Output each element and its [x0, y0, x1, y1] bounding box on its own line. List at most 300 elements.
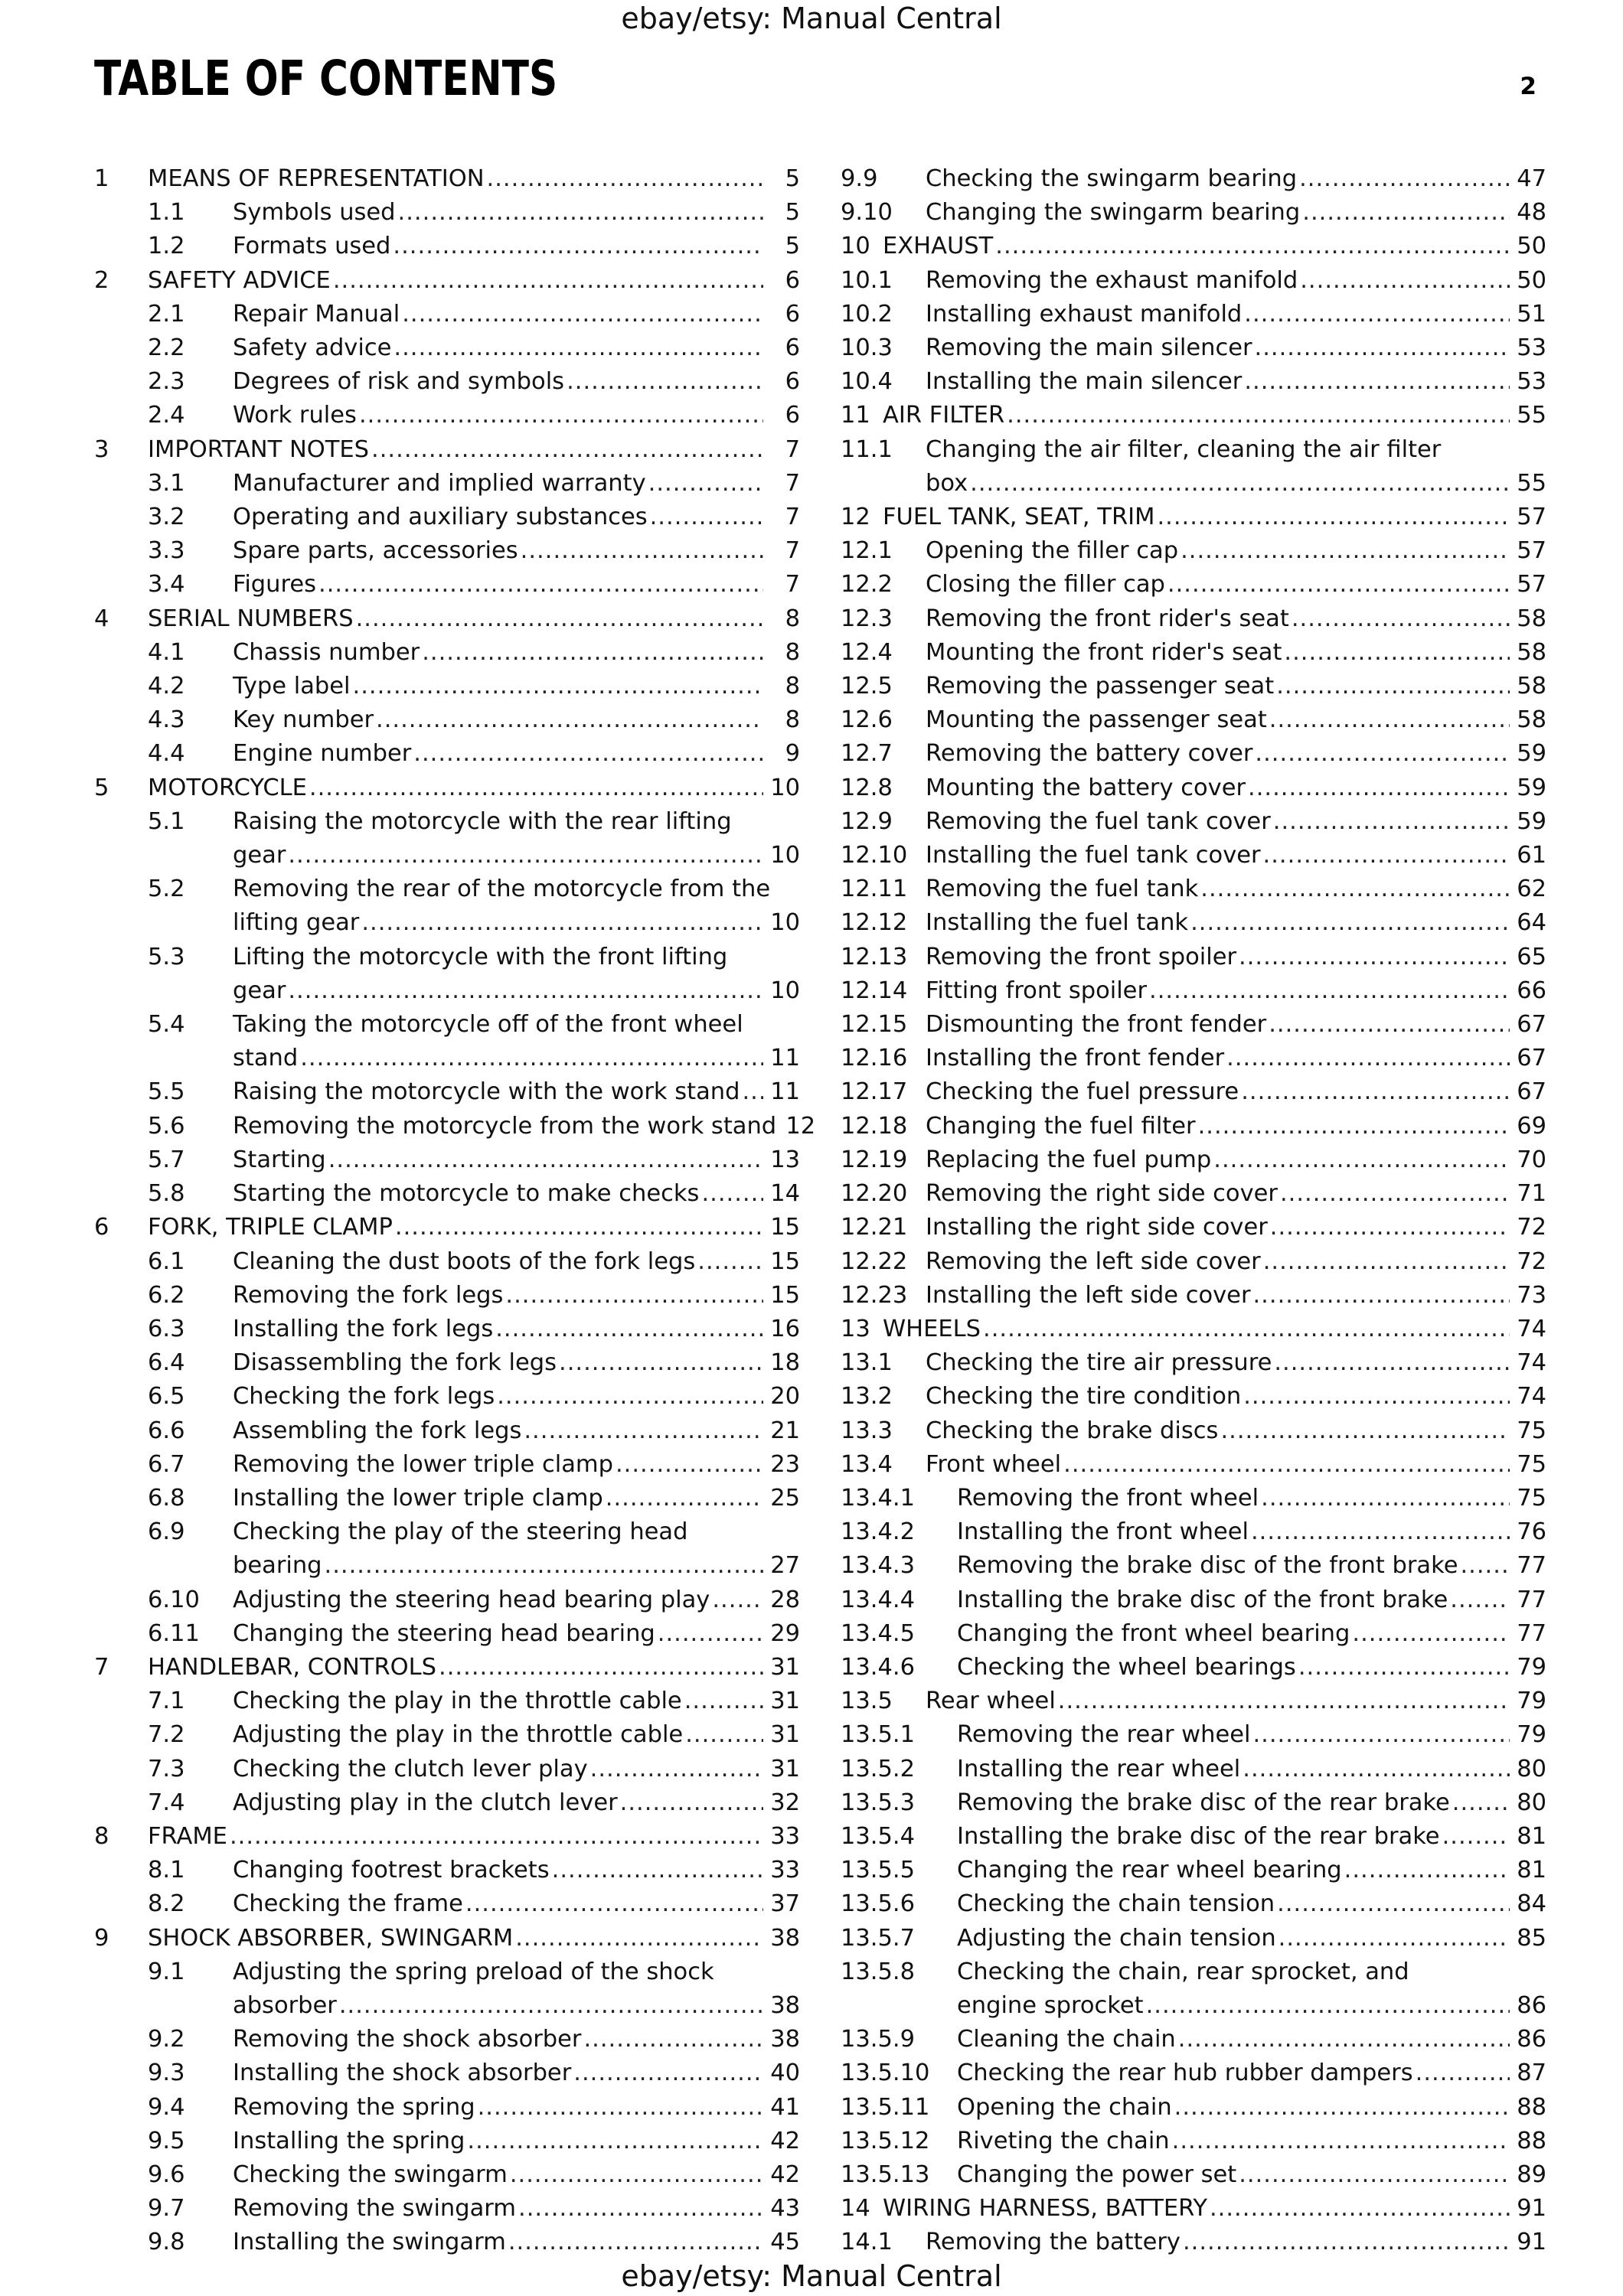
toc-entry-page: 72: [1517, 1214, 1546, 1241]
toc-entry-page: 7: [785, 469, 800, 497]
toc-entry-page: 59: [1517, 740, 1546, 768]
toc-entry: [94, 602, 800, 636]
toc-entry-number: 13.5.11: [841, 2093, 930, 2121]
toc-entry: [94, 1718, 800, 1752]
dot-leader: [487, 162, 763, 196]
toc-entry: [94, 1380, 800, 1414]
toc-entry: [841, 1955, 1546, 2023]
toc-entry-title: Work rules: [233, 402, 357, 429]
dot-leader: [361, 906, 763, 940]
toc-entry: [841, 1854, 1546, 1887]
toc-entry: [94, 805, 800, 872]
dot-leader: [685, 1718, 763, 1752]
toc-entry-page: 59: [1517, 807, 1546, 835]
toc-entry: [94, 501, 800, 534]
toc-entry-number: 9.3: [148, 2060, 185, 2087]
toc-entry-title: Installing the brake disc of the front brake: [957, 1586, 1448, 1613]
toc-entry-title: Removing the shock absorber: [233, 2026, 582, 2053]
toc-entry-title: Installing the swingarm: [233, 2229, 506, 2256]
toc-entry-page: 6: [785, 334, 800, 362]
dot-leader: [1270, 1211, 1510, 1244]
toc-entry-number: 12.3: [841, 605, 893, 632]
toc-entry: [841, 974, 1546, 1008]
toc-entry-page: 77: [1517, 1586, 1546, 1613]
toc-entry-title: Taking the motorcycle off of the front wheel: [233, 1011, 743, 1039]
toc-entry-page: 40: [770, 2060, 800, 2087]
toc-entry: [94, 1515, 800, 1583]
toc-entry: [841, 230, 1546, 263]
toc-entry-title: Checking the swingarm: [233, 2161, 508, 2188]
toc-entry-page: 9: [785, 740, 800, 768]
toc-entry-number: 11.1: [841, 435, 893, 463]
toc-entry-title: Symbols used: [233, 199, 396, 227]
toc-entry-number: 12.20: [841, 1180, 908, 1208]
toc-entry-title: Checking the swingarm bearing: [926, 165, 1298, 192]
dot-leader: [395, 1211, 763, 1244]
toc-entry-page: 84: [1517, 1890, 1546, 1918]
toc-entry: [94, 1008, 800, 1075]
dot-leader: [521, 534, 763, 568]
toc-entry-title: Starting the motorcycle to make checks: [233, 1180, 700, 1208]
toc-entry-number: 5.2: [148, 876, 185, 903]
toc-entry-number: 6.8: [148, 1484, 185, 1512]
toc-entry: [94, 737, 800, 771]
toc-entry-page: 5: [785, 165, 800, 192]
toc-entry-number: 7.4: [148, 1789, 185, 1816]
dot-leader: [1248, 771, 1510, 805]
toc-entry-page: 73: [1517, 1281, 1546, 1309]
dot-leader: [467, 2125, 763, 2158]
toc-entry-number: 2.1: [148, 300, 185, 328]
dot-leader: [712, 1583, 763, 1617]
toc-entry-page: 91: [1517, 2195, 1546, 2223]
dot-leader: [1278, 1922, 1510, 1955]
toc-entry: [94, 1211, 800, 1244]
toc-entry-title: Checking the chain, rear sprocket, and: [957, 1958, 1409, 1985]
toc-entry-number: 6.10: [148, 1586, 200, 1613]
toc-entry-title: Installing the left side cover: [926, 1281, 1251, 1309]
toc-entry-title: Fitting front spoiler: [926, 977, 1147, 1004]
toc-entry-title: Rear wheel: [926, 1688, 1056, 1715]
toc-entry: [94, 162, 800, 196]
toc-entry-number: 3.4: [148, 571, 185, 598]
toc-entry-page: 8: [785, 673, 800, 700]
toc-entry: [841, 1651, 1546, 1684]
toc-entry: [94, 771, 800, 805]
toc-entry-title: Checking the play in the throttle cable: [233, 1688, 682, 1715]
toc-entry-title: Installing the fuel tank: [926, 909, 1189, 937]
toc-entry-number: 12.8: [841, 774, 893, 801]
toc-entry-page: 74: [1517, 1349, 1546, 1377]
dot-leader: [309, 771, 763, 805]
toc-entry-page: 67: [1517, 1078, 1546, 1106]
toc-entry-page: 20: [770, 1383, 800, 1411]
toc-entry: [841, 1922, 1546, 1955]
toc-entry-number: 5.5: [148, 1078, 185, 1106]
toc-entry-number: 9.10: [841, 199, 893, 227]
toc-entry-number: 9.9: [841, 165, 878, 192]
toc-entry-page: 8: [785, 605, 800, 632]
dot-leader: [515, 1922, 763, 1955]
dot-leader: [1251, 1515, 1510, 1549]
toc-entry-number: 13.4.5: [841, 1619, 916, 1647]
toc-entry: [841, 1753, 1546, 1786]
toc-entry-title: Disassembling the fork legs: [233, 1349, 557, 1377]
toc-entry-number: 4.4: [148, 740, 185, 768]
toc-entry-page: 15: [770, 1247, 800, 1275]
toc-entry-title: Checking the clutch lever play: [233, 1755, 588, 1782]
toc-entry-title: Operating and auxiliary substances: [233, 504, 648, 531]
toc-entry-page: 27: [770, 1552, 800, 1580]
toc-entry-title: Installing the fuel tank cover: [926, 842, 1261, 869]
toc-entry-page: 81: [1517, 1857, 1546, 1884]
toc-entry-page: 74: [1517, 1315, 1546, 1342]
toc-entry: [841, 501, 1546, 534]
toc-entry-number: 12.4: [841, 638, 893, 666]
toc-entry: [841, 2023, 1546, 2056]
toc-entry-number: 13.4: [841, 1450, 893, 1478]
toc-entry-title: Removing the rear of the motorcycle from the: [233, 876, 771, 903]
toc-entry-page: 29: [770, 1619, 800, 1647]
toc-entry-page: 58: [1517, 638, 1546, 666]
toc-entry-page: 58: [1517, 605, 1546, 632]
dot-leader: [650, 501, 763, 534]
toc-entry-title: Installing the front fender: [926, 1045, 1225, 1072]
toc-entry-title: Installing the lower triple clamp: [233, 1484, 603, 1512]
toc-entry-number: 9.4: [148, 2093, 185, 2121]
toc-entry: [841, 331, 1546, 365]
toc-entry-title: Opening the filler cap: [926, 537, 1179, 565]
toc-entry-number: 2: [94, 266, 109, 294]
toc-entry: [94, 703, 800, 737]
toc-entry-page: 33: [770, 1822, 800, 1850]
toc-entry-page: 31: [770, 1755, 800, 1782]
toc-entry-title: Adjusting the play in the throttle cable: [233, 1721, 684, 1749]
toc-entry-title: Installing the brake disc of the rear brake: [957, 1822, 1440, 1850]
toc-entry-number: 14: [841, 2195, 870, 2223]
toc-entry-title: Checking the chain tension: [957, 1890, 1275, 1918]
toc-entry-title: IMPORTANT NOTES: [148, 435, 370, 463]
toc-entry-page: 67: [1517, 1011, 1546, 1039]
toc-entry: [841, 1279, 1546, 1313]
dot-leader: [505, 1279, 763, 1313]
toc-entry: [841, 1887, 1546, 1921]
toc-entry-number: 7.3: [148, 1755, 185, 1782]
toc-entry: [841, 1075, 1546, 1109]
toc-entry-page: 70: [1517, 1146, 1546, 1173]
dot-leader: [1244, 365, 1510, 399]
toc-entry: [841, 433, 1546, 501]
toc-entry-title: Removing the motorcycle from the work stand: [233, 1112, 777, 1140]
toc-entry-title: SAFETY ADVICE: [148, 266, 331, 294]
toc-entry-title: stand: [233, 1045, 299, 1072]
dot-leader: [1273, 805, 1510, 839]
toc-entry: [94, 1448, 800, 1482]
toc-entry-page: 8: [785, 706, 800, 734]
toc-entry: [841, 1245, 1546, 1279]
toc-entry-title: AIR FILTER: [883, 402, 1005, 429]
toc-entry: [841, 1786, 1546, 1820]
toc-entry-page: 66: [1517, 977, 1546, 1004]
toc-entry-number: 2.2: [148, 334, 185, 362]
toc-entry: [841, 670, 1546, 703]
toc-entry-number: 12.16: [841, 1045, 908, 1072]
toc-entry: [841, 1042, 1546, 1075]
toc-entry-title: Closing the filler cap: [926, 571, 1165, 598]
toc-entry-page: 11: [770, 1078, 800, 1106]
toc-entry: [94, 872, 800, 940]
toc-entry-number: 7.1: [148, 1688, 185, 1715]
toc-entry: [94, 365, 800, 399]
toc-entry-page: 58: [1517, 673, 1546, 700]
toc-entry-page: 15: [770, 1214, 800, 1241]
toc-entry: [94, 1075, 800, 1109]
toc-entry-title: Safety advice: [233, 334, 392, 362]
toc-entry: [94, 264, 800, 298]
toc-entry-page: 32: [770, 1789, 800, 1816]
toc-entry-number: 5.8: [148, 1180, 185, 1208]
toc-entry-page: 42: [770, 2161, 800, 2188]
toc-entry: [841, 1515, 1546, 1549]
toc-entry: [94, 1786, 800, 1820]
toc-entry-number: 6.11: [148, 1619, 200, 1647]
toc-entry-title: Checking the tire air pressure: [926, 1349, 1272, 1377]
toc-entry-number: 4.3: [148, 706, 185, 734]
toc-entry-page: 80: [1517, 1789, 1546, 1816]
dot-leader: [1252, 1718, 1510, 1752]
toc-entry: [841, 162, 1546, 196]
toc-entry-title: Installing the right side cover: [926, 1214, 1268, 1241]
toc-entry-page: 75: [1517, 1484, 1546, 1512]
dot-leader: [393, 230, 763, 263]
toc-entry-page: 38: [770, 2026, 800, 2053]
toc-entry-page: 67: [1517, 1045, 1546, 1072]
toc-entry-title: FUEL TANK, SEAT, TRIM: [883, 504, 1155, 531]
toc-entry: [841, 1414, 1546, 1448]
toc-entry-title: Removing the front spoiler: [926, 943, 1237, 970]
toc-entry: [94, 1482, 800, 1515]
dot-leader: [1252, 1279, 1510, 1313]
toc-entry: [94, 1887, 800, 1921]
toc-entry-number: 13.3: [841, 1417, 893, 1444]
toc-entry-number: 6.5: [148, 1383, 185, 1411]
toc-entry-number: 4.1: [148, 638, 185, 666]
dot-leader: [1007, 399, 1510, 432]
toc-entry-page: 8: [785, 638, 800, 666]
toc-entry-title: lifting gear: [233, 909, 360, 937]
toc-entry-page: 57: [1517, 537, 1546, 565]
toc-entry-title: Starting: [233, 1146, 326, 1173]
toc-entry-page: 71: [1517, 1180, 1546, 1208]
toc-entry-number: 11: [841, 402, 870, 429]
toc-entry-page: 18: [770, 1349, 800, 1377]
dot-leader: [1263, 1245, 1510, 1279]
toc-entry-title: Removing the front wheel: [957, 1484, 1259, 1512]
dot-leader: [325, 1549, 763, 1583]
toc-entry-title: bearing: [233, 1552, 322, 1580]
toc-entry-number: 9: [94, 1924, 109, 1952]
dot-leader: [413, 737, 763, 771]
toc-entry-page: 48: [1517, 199, 1546, 227]
dot-leader: [1241, 1075, 1510, 1109]
dot-leader: [658, 1617, 763, 1651]
toc-entry-number: 12.5: [841, 673, 893, 700]
dot-leader: [1243, 1753, 1510, 1786]
dot-leader: [288, 839, 763, 872]
toc-entry-number: 12.14: [841, 977, 908, 1004]
toc-entry-title: Installing exhaust manifold: [926, 300, 1243, 328]
toc-entry-title: gear: [233, 842, 286, 869]
dot-leader: [524, 1414, 763, 1448]
toc-entry: [841, 1583, 1546, 1617]
toc-entry-page: 79: [1517, 1688, 1546, 1715]
toc-entry-title: Removing the swingarm: [233, 2195, 517, 2223]
toc-entry-title: Removing the left side cover: [926, 1247, 1261, 1275]
toc-entry-number: 6.1: [148, 1247, 185, 1275]
toc-entry: [94, 1110, 816, 1143]
toc-entry-page: 5: [785, 233, 800, 260]
dot-leader: [567, 365, 763, 399]
toc-entry: [841, 1177, 1546, 1211]
toc-entry-title: SERIAL NUMBERS: [148, 605, 354, 632]
toc-entry-title: Changing the steering head bearing: [233, 1619, 655, 1647]
dot-leader: [1255, 331, 1510, 365]
toc-entry-number: 3.2: [148, 504, 185, 531]
dot-leader: [1416, 2056, 1510, 2090]
toc-entry-number: 13.4.6: [841, 1653, 916, 1681]
toc-entry-page: 57: [1517, 571, 1546, 598]
toc-entry-page: 28: [770, 1586, 800, 1613]
toc-entry-title: Manufacturer and implied warranty: [233, 469, 646, 497]
toc-entry-page: 88: [1517, 2127, 1546, 2154]
dot-leader: [439, 1651, 763, 1684]
toc-entry-title: Removing the right side cover: [926, 1180, 1278, 1208]
dot-leader: [1261, 1482, 1510, 1515]
toc-entry-number: 13.4.1: [841, 1484, 916, 1512]
toc-entry-number: 13.4.4: [841, 1586, 916, 1613]
toc-entry-number: 6.3: [148, 1315, 185, 1342]
toc-entry-title: Removing the brake disc of the front brake: [957, 1552, 1458, 1580]
toc-entry: [841, 872, 1546, 906]
toc-entry-title: Raising the motorcycle with the work stand: [233, 1078, 740, 1106]
toc-entry-title: FRAME: [148, 1822, 227, 1850]
toc-entry-page: 25: [770, 1484, 800, 1512]
toc-entry: [94, 331, 800, 365]
toc-entry-number: 12.13: [841, 943, 908, 970]
toc-entry-title: Removing the passenger seat: [926, 673, 1275, 700]
toc-entry: [841, 602, 1546, 636]
toc-entry-title: Assembling the fork legs: [233, 1417, 522, 1444]
toc-entry-number: 13.5: [841, 1688, 893, 1715]
toc-entry-number: 13.5.1: [841, 1721, 916, 1749]
toc-entry-number: 12.6: [841, 706, 893, 734]
toc-entry-page: 69: [1517, 1112, 1546, 1140]
toc-entry-number: 9.7: [148, 2195, 185, 2223]
toc-entry-number: 10.3: [841, 334, 893, 362]
toc-entry-page: 81: [1517, 1822, 1546, 1850]
toc-entry-title: Removing the fuel tank cover: [926, 807, 1271, 835]
toc-entry-number: 10.2: [841, 300, 893, 328]
toc-entry: [841, 1820, 1546, 1854]
toc-entry-number: 12.21: [841, 1214, 908, 1241]
dot-leader: [1255, 737, 1510, 771]
toc-entry-number: 13.5.7: [841, 1924, 916, 1952]
toc-entry: [94, 1313, 800, 1346]
toc-entry-number: 13.5.9: [841, 2026, 916, 2053]
dot-leader: [583, 2023, 763, 2056]
toc-entry-page: 31: [770, 1688, 800, 1715]
toc-entry-number: 12.11: [841, 876, 908, 903]
toc-entry-title: Changing the rear wheel bearing: [957, 1857, 1342, 1884]
toc-entry: [94, 1684, 800, 1718]
dot-leader: [1239, 2158, 1510, 2192]
toc-entry-number: 6.4: [148, 1349, 185, 1377]
dot-leader: [742, 1075, 763, 1109]
toc-entry-title: Repair Manual: [233, 300, 400, 328]
toc-entry-title: Removing the spring: [233, 2093, 475, 2121]
toc-entry: [841, 2091, 1546, 2125]
dot-leader: [1178, 2023, 1510, 2056]
toc-column-right: [841, 162, 1546, 2260]
dot-leader: [1198, 1110, 1510, 1143]
toc-entry-number: 8.2: [148, 1890, 185, 1918]
toc-entry: [94, 2056, 800, 2090]
toc-entry-number: 5.3: [148, 943, 185, 970]
toc-entry-number: 13.4.3: [841, 1552, 916, 1580]
dot-leader: [1460, 1549, 1510, 1583]
toc-entry: [94, 1346, 800, 1380]
toc-entry-number: 12.9: [841, 807, 893, 835]
dot-leader: [1352, 1617, 1510, 1651]
toc-entry-number: 13.5.13: [841, 2161, 930, 2188]
toc-entry-page: 55: [1517, 402, 1546, 429]
toc-entry-number: 13.4.2: [841, 1518, 916, 1546]
toc-entry-page: 64: [1517, 909, 1546, 937]
toc-entry: [841, 264, 1546, 298]
toc-entry-page: 86: [1517, 2026, 1546, 2053]
toc-entry-number: 12.19: [841, 1146, 908, 1173]
dot-leader: [518, 2192, 763, 2226]
toc-entry: [94, 636, 800, 670]
toc-entry-title: Raising the motorcycle with the rear lifting: [233, 807, 732, 835]
toc-entry-number: 12.1: [841, 537, 893, 565]
dot-leader: [1213, 1143, 1510, 1177]
toc-entry-number: 7: [94, 1653, 109, 1681]
toc-entry-page: 7: [785, 571, 800, 598]
toc-entry-title: Removing the fuel tank: [926, 876, 1199, 903]
toc-entry-number: 7.2: [148, 1721, 185, 1749]
dot-leader: [983, 1313, 1510, 1346]
dot-leader: [697, 1245, 763, 1279]
toc-entry-number: 10: [841, 233, 870, 260]
toc-entry: [94, 1854, 800, 1887]
dot-leader: [1298, 1651, 1510, 1684]
toc-entry-number: 9.1: [148, 1958, 185, 1985]
toc-entry-title: Installing the rear wheel: [957, 1755, 1241, 1782]
toc-entry-title: Changing the power set: [957, 2161, 1237, 2188]
toc-entry-title: Changing footrest brackets: [233, 1857, 550, 1884]
toc-entry-number: 1: [94, 165, 109, 192]
toc-entry-title: Removing the battery cover: [926, 740, 1253, 768]
toc-entry: [841, 2125, 1546, 2158]
toc-entry: [841, 568, 1546, 602]
dot-leader: [1299, 162, 1510, 196]
toc-entry-page: 14: [770, 1180, 800, 1208]
toc-entry: [94, 1414, 800, 1448]
toc-entry-title: Adjusting the steering head bearing play: [233, 1586, 710, 1613]
dot-leader: [1210, 2192, 1510, 2226]
toc-entry-title: Mounting the front rider's seat: [926, 638, 1282, 666]
